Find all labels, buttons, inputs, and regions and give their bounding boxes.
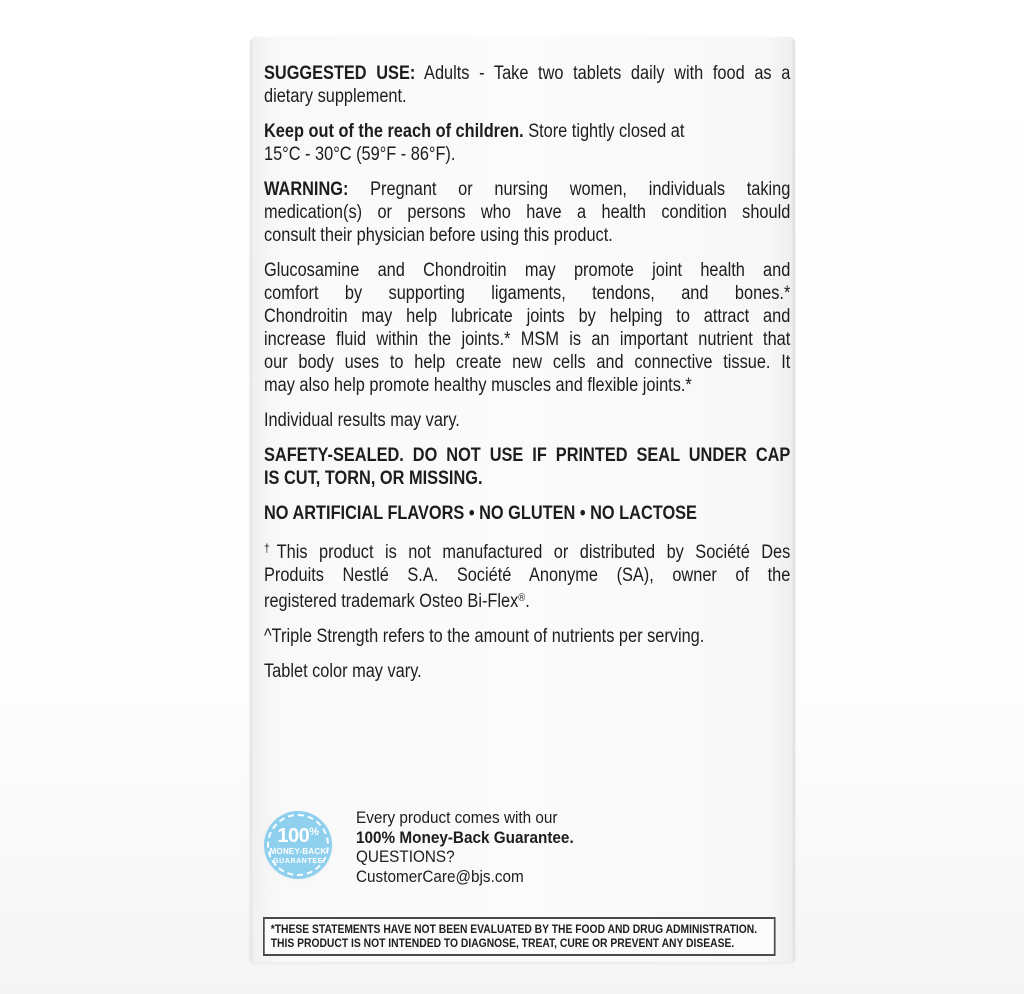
- trademark-text: registered trademark Osteo Bi-Flex: [264, 591, 519, 612]
- warning-heading: WARNING:: [264, 179, 349, 200]
- badge-money-back-text: MONEY-BACK: [269, 846, 327, 856]
- text-line: Chondroitin may help lubricate joints by helping to attract and: [264, 306, 791, 327]
- text-line: Produits Nestlé S.A. Société Anonyme (SA), owner of the: [264, 565, 791, 586]
- warning-paragraph: [264, 178, 790, 247]
- triple-strength-note-paragraph: [264, 625, 790, 648]
- dagger-symbol: †: [264, 541, 277, 555]
- fda-disclaimer-line: *THESE STATEMENTS HAVE NOT BEEN EVALUATED BY THE FOOD AND DRUG ADMINISTRATION.: [270, 922, 758, 936]
- tablet-color-note-paragraph: [264, 660, 790, 683]
- money-back-guarantee-section: [262, 808, 598, 886]
- suggested-use-paragraph: [264, 62, 790, 108]
- text-line: ^Triple Strength refers to the amount of nutrients per serving.: [264, 626, 705, 647]
- keep-out-of-reach-paragraph: [264, 120, 790, 166]
- text-line: comfort by supporting ligaments, tendons, and bones.*: [264, 283, 791, 304]
- product-label-panel: [250, 37, 795, 962]
- individual-results-paragraph: [264, 409, 790, 432]
- text-line: NO ARTIFICIAL FLAVORS • NO GLUTEN • NO LACTOSE: [264, 503, 697, 524]
- badge-percent-number: 100: [277, 824, 310, 847]
- text-line: dietary supplement.: [264, 86, 407, 107]
- text-line: Tablet color may vary.: [264, 661, 422, 682]
- text-line: [264, 120, 790, 143]
- guarantee-line: Every product comes with our: [356, 808, 558, 827]
- storage-text: Store tightly closed at: [528, 121, 685, 142]
- label-text-block: [264, 62, 790, 695]
- customer-care-email: CustomerCare@bjs.com: [356, 866, 524, 886]
- fda-disclaimer-box: [263, 917, 776, 956]
- warning-text: Pregnant or nursing women, individuals taking: [370, 179, 791, 200]
- text-line: our body uses to help create new cells and connective tissue. It: [264, 352, 791, 373]
- badge-guarantee-text: GUARANTEE: [273, 857, 323, 865]
- trademark-text: This product is not manufactured or distributed by Société Des: [276, 542, 791, 563]
- text-line: [264, 62, 790, 85]
- text-line: may also help promote healthy muscles and flexible joints.*: [264, 375, 692, 396]
- text-line: medication(s) or persons who have a health condition should: [264, 202, 791, 223]
- text-line: [264, 537, 790, 564]
- safety-sealed-paragraph: [264, 444, 790, 490]
- badge-percent-text: [277, 826, 318, 846]
- text-line: IS CUT, TORN, OR MISSING.: [264, 468, 483, 489]
- guarantee-text-block: [356, 808, 574, 886]
- text-line: increase fluid within the joints.* MSM is an important nutrient that: [264, 329, 791, 350]
- fda-disclaimer-line: THIS PRODUCT IS NOT INTENDED TO DIAGNOSE, TREAT, CURE OR PREVENT ANY DISEASE.: [270, 936, 735, 950]
- suggested-use-text: Adults - Take two tablets daily with food as a: [424, 63, 791, 84]
- text-line: [264, 178, 790, 201]
- storage-temperature-text: 15°C - 30°C (59°F - 86°F).: [264, 144, 456, 165]
- suggested-use-heading: SUGGESTED USE:: [264, 63, 416, 84]
- text-line: SAFETY-SEALED. DO NOT USE IF PRINTED SEAL UNDER CAP: [264, 445, 791, 466]
- money-back-guarantee-badge-icon: [267, 814, 329, 876]
- badge-percent-sign: %: [309, 825, 319, 838]
- text-line: [264, 587, 790, 613]
- trademark-text: .: [525, 591, 530, 612]
- keep-out-heading: Keep out of the reach of children.: [264, 121, 524, 142]
- guarantee-line-bold: 100% Money-Back Guarantee.: [356, 827, 574, 847]
- registered-trademark-symbol: ®: [518, 592, 526, 604]
- no-claims-paragraph: [264, 502, 790, 525]
- text-line: consult their physician before using this product.: [264, 225, 613, 246]
- text-line: Individual results may vary.: [264, 410, 460, 431]
- trademark-disclaimer-paragraph: [264, 537, 790, 613]
- questions-label: QUESTIONS?: [356, 847, 455, 866]
- benefits-paragraph: [264, 259, 790, 397]
- text-line: Glucosamine and Chondroitin may promote joint health and: [264, 260, 791, 281]
